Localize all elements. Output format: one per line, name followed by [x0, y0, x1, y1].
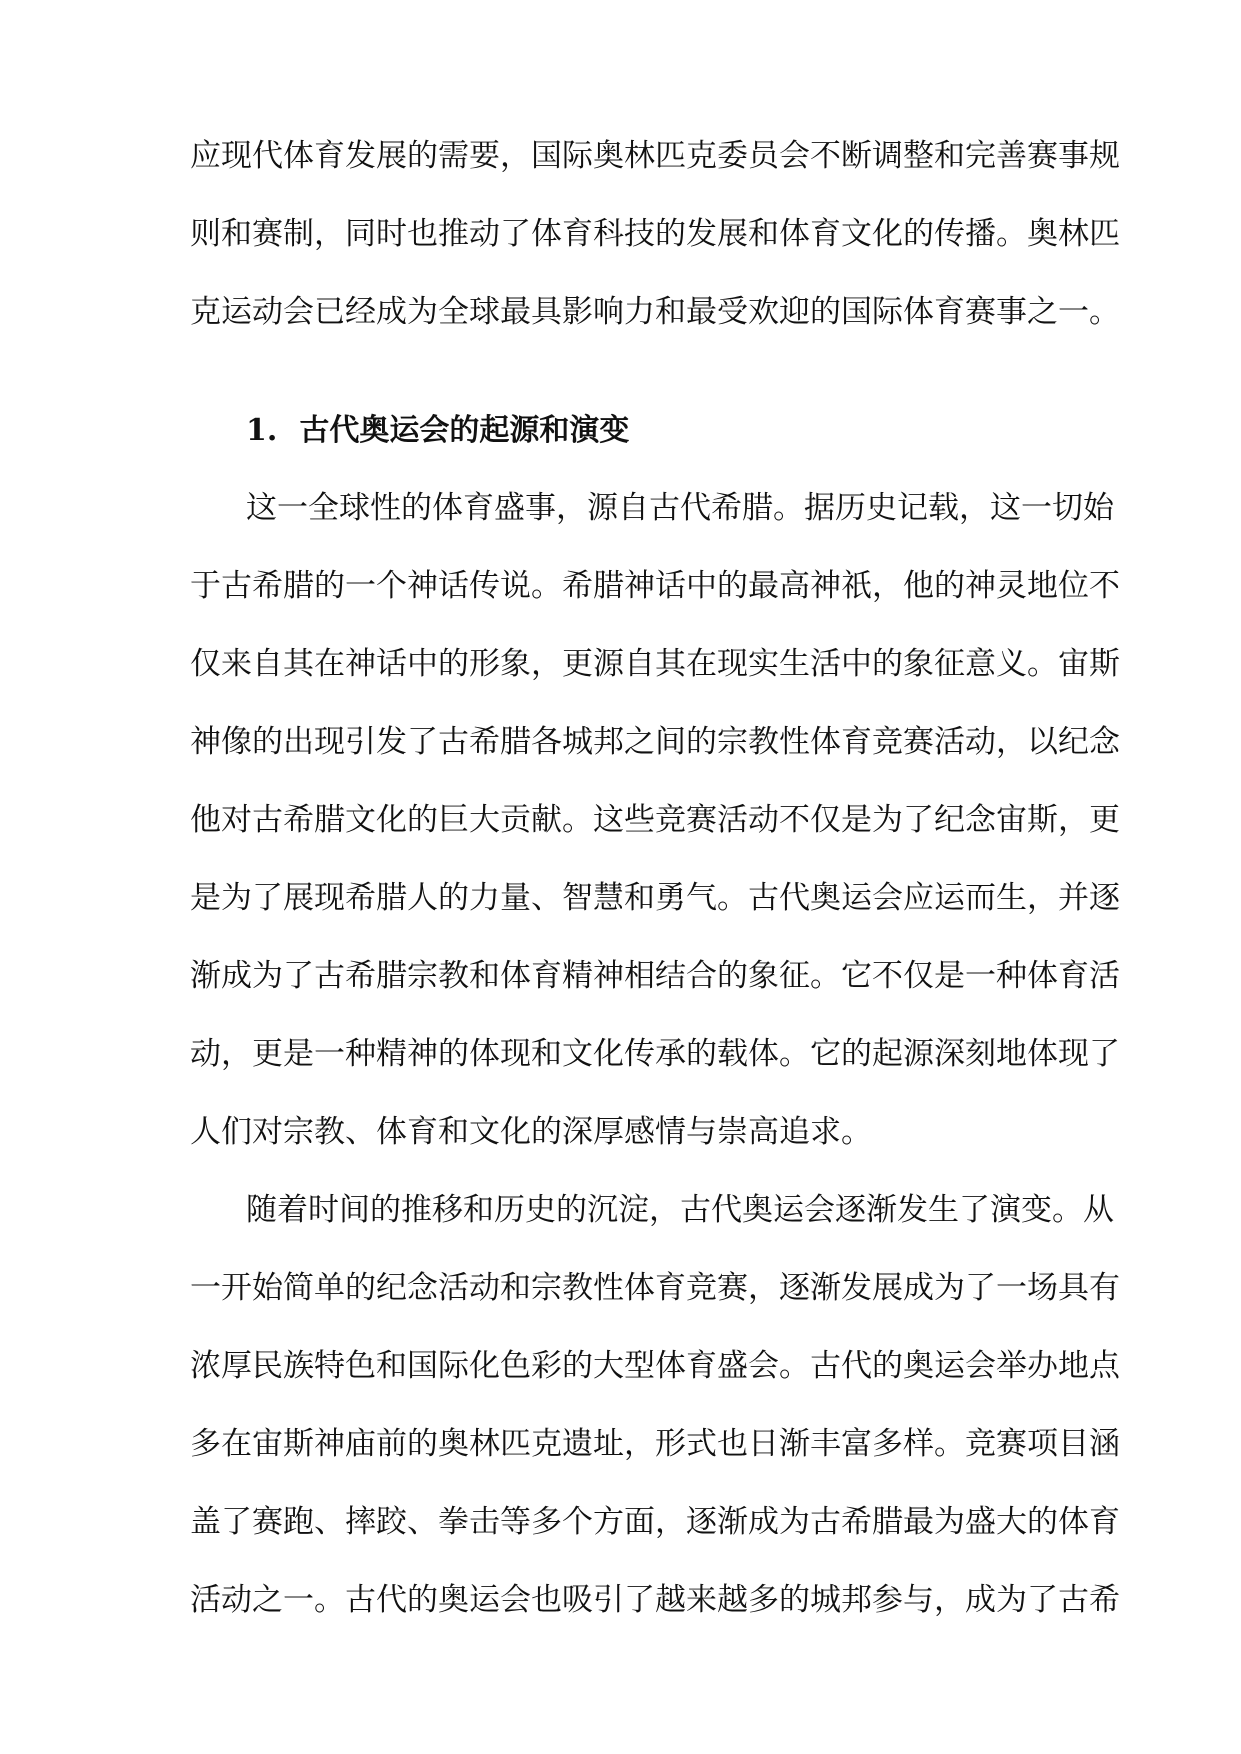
paragraph2-line-5: 盖了赛跑、摔跤、拳击等多个方面，逐渐成为古希腊最为盛大的体育	[190, 1504, 1120, 1540]
paragraph2-line-1: 随着时间的推移和历史的沉淀，古代奥运会逐渐发生了演变。从	[246, 1192, 1114, 1228]
section-title: 古代奥运会的起源和演变	[299, 413, 630, 448]
intro-line-1: 应现代体育发展的需要，国际奥林匹克委员会不断调整和完善赛事规	[190, 138, 1120, 174]
paragraph1-line-5: 他对古希腊文化的巨大贡献。这些竞赛活动不仅是为了纪念宙斯，更	[190, 802, 1120, 838]
paragraph2-line-3: 浓厚民族特色和国际化色彩的大型体育盛会。古代的奥运会举办地点	[190, 1348, 1120, 1384]
paragraph1-line-2: 于古希腊的一个神话传说。希腊神话中的最高神祇，他的神灵地位不	[190, 568, 1120, 604]
section-number: 1.	[246, 413, 278, 448]
paragraph2-line-6: 活动之一。古代的奥运会也吸引了越来越多的城邦参与，成为了古希	[190, 1582, 1120, 1618]
paragraph1-line-3: 仅来自其在神话中的形象，更源自其在现实生活中的象征意义。宙斯	[190, 646, 1120, 682]
paragraph1-line-7: 渐成为了古希腊宗教和体育精神相结合的象征。它不仅是一种体育活	[190, 958, 1120, 994]
section-heading	[246, 409, 629, 453]
intro-line-3: 克运动会已经成为全球最具影响力和最受欢迎的国际体育赛事之一。	[190, 294, 1120, 330]
paragraph1-line-4: 神像的出现引发了古希腊各城邦之间的宗教性体育竞赛活动，以纪念	[190, 724, 1120, 760]
paragraph1-line-9: 人们对宗教、体育和文化的深厚感情与崇高追求。	[190, 1114, 872, 1150]
paragraph1-line-6: 是为了展现希腊人的力量、智慧和勇气。古代奥运会应运而生，并逐	[190, 880, 1120, 916]
paragraph1-line-8: 动，更是一种精神的体现和文化传承的载体。它的起源深刻地体现了	[190, 1036, 1120, 1072]
paragraph2-line-4: 多在宙斯神庙前的奥林匹克遗址，形式也日渐丰富多样。竞赛项目涵	[190, 1426, 1120, 1462]
paragraph1-line-1: 这一全球性的体育盛事，源自古代希腊。据历史记载，这一切始	[246, 490, 1114, 526]
intro-line-2: 则和赛制，同时也推动了体育科技的发展和体育文化的传播。奥林匹	[190, 216, 1120, 252]
paragraph2-line-2: 一开始简单的纪念活动和宗教性体育竞赛，逐渐发展成为了一场具有	[190, 1270, 1120, 1306]
